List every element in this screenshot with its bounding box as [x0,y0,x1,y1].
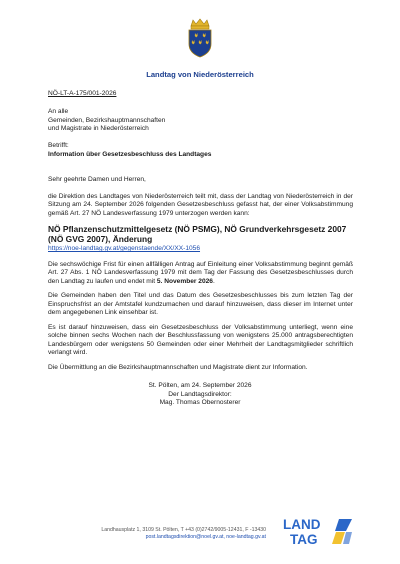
salutation: Sehr geehrte Damen und Herren, [48,176,146,183]
logo-flag-icon [332,519,352,544]
deadline-date: 5. November 2026 [156,277,213,285]
deadline-end: . [212,277,215,285]
deadline-text: Die sechswöchige Frist für einen allfälligen Antrag auf Einleitung einer Volksabstimmung beginnt gemäß Art. 27 Abs. 1 NÖ Landesverfassung 1979 mit dem Tag der Fassung des Gesetzesbeschlusses durch den Landtag zu laufen und endet mit [48,260,353,285]
coat-of-arms-icon [186,18,214,58]
landtag-logo [283,516,353,546]
logo-line-2: TAG [290,532,318,546]
letter-body [48,176,353,378]
addressee-line: und Magistrate in Niederösterreich [48,125,149,133]
notice-paragraph: Die Gemeinden haben den Titel und das Datum des Gesetzesbeschlusses bis zum letzten Tag der Einspruchsfrist an der Amtstafel kundzumachen und darauf hinzuweisen, dass dieser im Internet unter dem angegebenen Link einsehbar ist. [48,292,353,316]
deadline-paragraph [48,261,353,287]
logo-line-1: LAND [283,517,321,532]
reference-number: NÖ-LT-A-175/001-2026 [48,90,117,97]
footer-email: post.landtagsdirektion@noel.gv.at, noe-landtag.gv.at [145,534,266,540]
signatory-role: Der Landtagsdirektor: [168,390,232,398]
intro-paragraph: die Direktion des Landtages von Niederösterreich teilt mit, dass der Landtag von Niederösterreich in der Sitzung am 24. September 2026 folgenden Gesetzesbeschluss gefasst hat, der einer Volksabstimmung gemäß Art. 27 NÖ Landesverfassung 1979 unterzogen werden kann: [48,192,353,217]
subject-block [48,142,211,159]
signature-block [0,382,400,408]
signatory-name: Mag. Thomas Obernosterer [159,399,241,407]
addressee-line: Gemeinden, Bezirkshauptmannschaften [48,116,166,124]
subject-text: Information über Gesetzesbeschluss des Landtages [48,150,212,158]
addressee-line: An alle [48,108,69,115]
footer-contact [66,527,266,541]
subject-label: Betrifft: [48,142,69,149]
law-title: NÖ Pflanzenschutzmittelgesetz (NÖ PSMG), NÖ Grundverkehrsgesetz 2007 (NÖ GVG 2007), Änderung [48,224,347,244]
law-link[interactable]: https://noe-landtag.gv.at/gegenstaende/XX/XX-1056 [48,245,201,252]
place-date: St. Pölten, am 24. September 2026 [148,382,252,389]
distribution-paragraph: Die Übermittlung an die Bezirkshauptmannschaften und Magistrate dient zur Information. [48,363,308,371]
referendum-paragraph: Es ist darauf hinzuweisen, dass ein Gesetzesbeschluss der Volksabstimmung unterliegt, wenn eine solche binnen sechs Wochen nach der Beschlussfassung von wenigstens 25.000 antragsberechtigten Landesbürgern oder wenigstens 50 Gemeinden oder einer Mehrheit der Landtagsmitglieder schriftlich verlangt wird. [48,323,353,356]
addressee-block [48,108,165,134]
footer-address: Landhausplatz 1, 3109 St. Pölten, T +43 (0)2742/9005-12431, F -13430 [101,527,266,533]
institution-name: Landtag von Niederösterreich [146,70,254,79]
